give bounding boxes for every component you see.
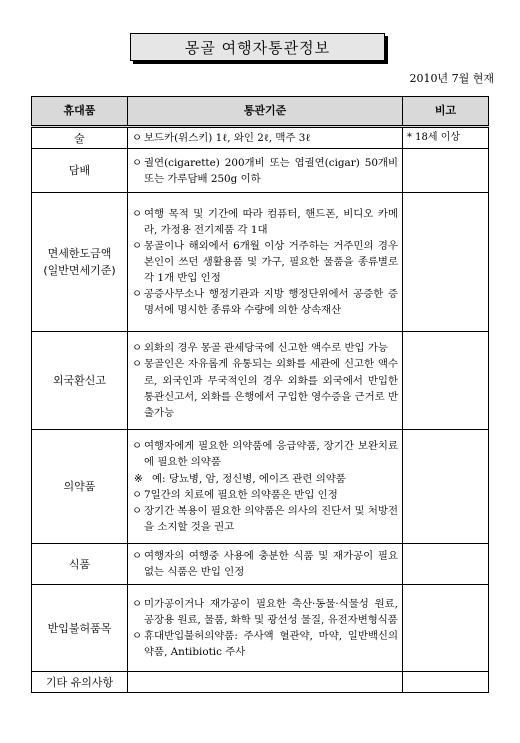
item-text: 장기간 복용이 필요한 의약품은 의사의 진단서 및 처방전을 소지할 것을 권고 (144, 504, 398, 533)
as-of-date: 2010년 7월 현재 (409, 72, 494, 85)
item-text: 몽골인은 자유롭게 유통되는 외화를 세관에 신고한 액수로, 외국인과 무국적인의 경우 외화를 외국에서 반입한 통관신고서, 외화를 은행에서 구입한 영수증을 근거로 반출가능 (144, 358, 398, 419)
row-standard (128, 332, 403, 430)
row-remarks (403, 332, 489, 430)
customs-info-table (31, 96, 489, 693)
row-category: 기타 유의사항 (32, 672, 128, 693)
bullet-mark: ㅇ (132, 239, 143, 252)
list-item (132, 471, 398, 487)
item-text: 여행자에게 필요한 의약품에 응급약품, 장기간 보완치료에 필요한 의약품 (144, 440, 398, 469)
item-text: 휴대반입불허의약품: 주사액 혈관약, 마약, 일반백신의약품, Antibiotic 주사 (144, 630, 398, 659)
table-row (32, 672, 489, 693)
table-row (32, 544, 489, 585)
list-item (132, 155, 398, 187)
item-text: 보드카(위스키) 1ℓ, 와인 2ℓ, 맥주 3ℓ (144, 132, 311, 144)
header-category: 휴대품 (32, 97, 128, 127)
list-item (132, 356, 398, 421)
row-category: 면세한도금액 (일반면세기준) (32, 193, 128, 332)
bullet-mark: ㅇ (132, 597, 143, 610)
list-item (132, 596, 398, 628)
bullet-mark: ㅇ (132, 156, 143, 169)
item-text: 미가공이거나 재가공이 필요한 축산·동물·식물성 원료, 공장용 원료, 물품, 화학 및 광선성 물질, 유전자변형식품 (144, 597, 398, 626)
header-standard: 통관기준 (128, 97, 403, 127)
row-remarks (403, 544, 489, 585)
table-row (32, 127, 489, 149)
table-row (32, 149, 489, 193)
row-category: 식품 (32, 544, 128, 585)
list-item (132, 548, 398, 580)
list-item (132, 238, 398, 286)
item-text: 여행자의 여행중 사용에 충분한 식품 및 재가공이 필요 없는 식품은 반입 인정 (144, 550, 398, 579)
item-text: 궐연(cigarette) 200개비 또는 엽궐연(cigar) 50개비 또는 가루담배 250g 이하 (144, 156, 398, 185)
item-text: 외화의 경우 몽골 관세당국에 신고한 액수로 반입 가능 (144, 342, 388, 355)
header-remarks: 비고 (403, 97, 489, 127)
row-remarks (403, 585, 489, 672)
list-item (132, 438, 398, 470)
table-row (32, 585, 489, 672)
title-text: 몽골 여행자통관정보 (184, 38, 331, 57)
document-title (130, 33, 385, 61)
bullet-mark: ㅇ (132, 440, 143, 453)
list-item (132, 340, 398, 356)
bullet-mark: ㅇ (132, 550, 143, 562)
list-item (132, 206, 398, 238)
list-item (132, 286, 398, 318)
row-remarks (403, 193, 489, 332)
row-remarks (403, 149, 489, 193)
list-item (132, 628, 398, 660)
item-text: 몽골이나 해외에서 6개월 이상 거주하는 거주민의 경우 본인이 쓰던 생활용품 및 가구, 필요한 물품을 종류별로 각 1개 반입 인정 (144, 239, 398, 285)
bullet-mark: ㅇ (132, 132, 143, 144)
item-text: 여행 목적 및 기간에 따라 컴퓨터, 핸드폰, 비디오 카메라, 가정용 전기제품 각 1대 (144, 207, 398, 236)
table-row (32, 430, 489, 544)
table-row (32, 332, 489, 430)
row-category: 담배 (32, 149, 128, 193)
list-item (132, 503, 398, 535)
row-category: 의약품 (32, 430, 128, 544)
row-standard (128, 430, 403, 544)
row-category: 술 (32, 127, 128, 149)
row-standard (128, 149, 403, 193)
item-text: 7일간의 치료에 필요한 의약품은 반입 인정 (144, 488, 338, 501)
bullet-mark: ㅇ (132, 358, 143, 371)
list-item (132, 487, 398, 503)
bullet-mark: ㅇ (132, 504, 143, 517)
list-item (132, 130, 398, 146)
item-text: 공증사무소나 행정기관과 지방 행정단위에서 공증한 증명서에 명시한 종류와 수량에 의한 상속재산 (144, 288, 398, 317)
table-row (32, 193, 489, 332)
row-standard (128, 585, 403, 672)
row-remarks: * 18세 이상 (403, 127, 489, 149)
bullet-mark: ㅇ (132, 207, 143, 220)
header-row (32, 97, 489, 127)
bullet-mark: ※ (134, 472, 143, 485)
bullet-mark: ㅇ (132, 630, 143, 643)
item-text: 예: 당뇨병, 암, 정신병, 에이즈 관련 의약품 (152, 472, 346, 485)
row-standard (128, 544, 403, 585)
row-remarks (403, 430, 489, 544)
bullet-mark: ㅇ (132, 488, 143, 501)
row-standard (128, 672, 403, 693)
row-remarks (403, 672, 489, 693)
row-category: 외국환신고 (32, 332, 128, 430)
row-standard (128, 193, 403, 332)
row-standard (128, 127, 403, 149)
bullet-mark: ㅇ (132, 288, 143, 301)
bullet-mark: ㅇ (132, 342, 143, 355)
row-category: 반입불허품목 (32, 585, 128, 672)
